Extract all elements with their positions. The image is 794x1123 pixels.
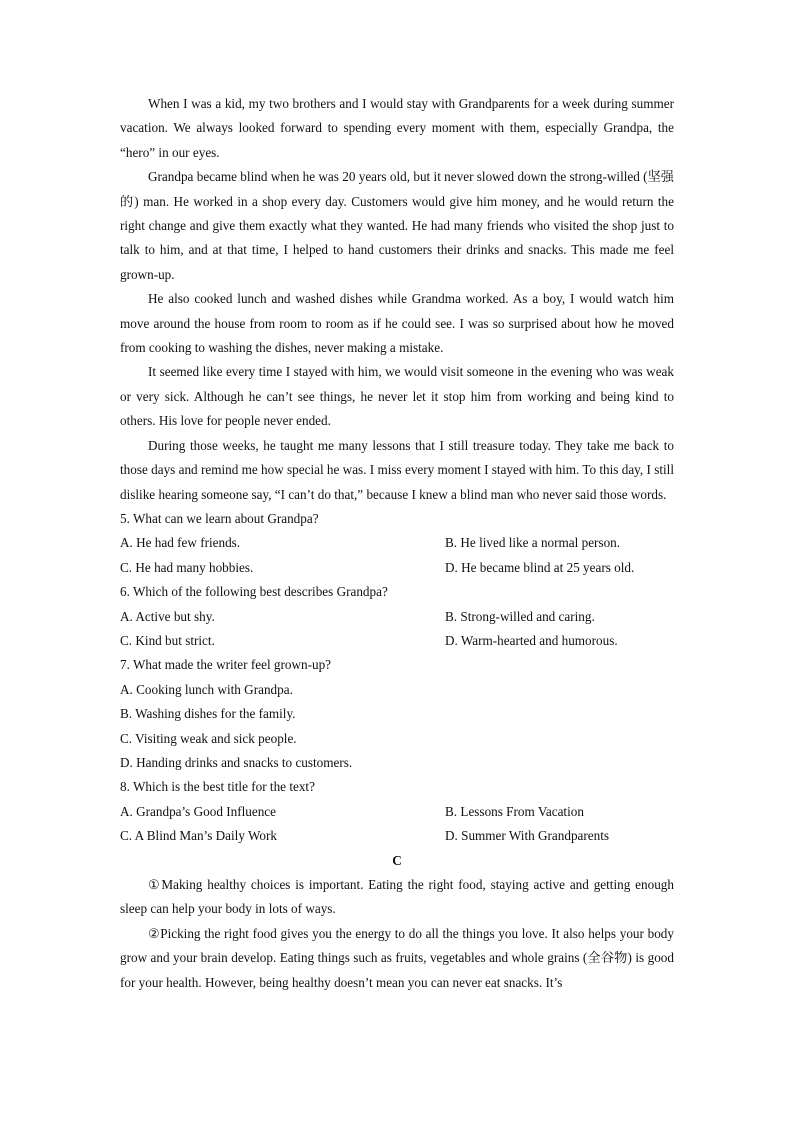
option-b: B. Lessons From Vacation	[445, 803, 584, 819]
question-stem: 5. What can we learn about Grandpa?	[120, 510, 319, 526]
passage-b	[120, 92, 674, 507]
option-a: A. Grandpa’s Good Influence	[120, 803, 277, 819]
passage-paragraph: Grandpa became blind when he was 20 years old, but it never slowed down the strong-willed (坚强的) man. He worked in a shop every day. Customers would give him money, and he would return the right change and give them exactly what they wanted. He had many friends who visited the shop just to talk to him, and at that time, I helped to hand customers their drinks and snacks. This made me feel grown-up.	[120, 169, 674, 282]
question-6	[120, 580, 674, 653]
option-c: C. He had many hobbies.	[120, 559, 254, 575]
option-b: B. He lived like a normal person.	[445, 535, 621, 551]
option-list	[120, 605, 674, 654]
option-list	[120, 800, 674, 849]
option-list	[120, 678, 674, 776]
document-page	[120, 92, 674, 995]
question-stem: 8. Which is the best title for the text?	[120, 779, 315, 795]
passage-c	[120, 849, 674, 995]
option-d: D. He became blind at 25 years old.	[445, 559, 635, 575]
question-stem: 6. Which of the following best describes Grandpa?	[120, 584, 388, 600]
question-5	[120, 507, 674, 580]
option-list	[120, 531, 674, 580]
passage-paragraph: During those weeks, he taught me many lessons that I still treasure today. They take me back to those days and remind me how special he was. I miss every moment I stayed with him. To this day, I still dislike hearing someone say, “I can’t do that,” because I knew a blind man who never said those words.	[120, 437, 674, 502]
question-stem: 7. What made the writer feel grown-up?	[120, 657, 332, 673]
passage-paragraph: He also cooked lunch and washed dishes while Grandma worked. As a boy, I would watch him move around the house from room to room as if he could see. I was so surprised about how he moved from cooking to washing the dishes, never making a mistake.	[120, 291, 674, 356]
question-7	[120, 653, 674, 775]
option-a: A. Cooking lunch with Grandpa.	[120, 681, 293, 697]
option-c: C. A Blind Man’s Daily Work	[120, 828, 277, 844]
option-c: C. Kind but strict.	[120, 632, 215, 648]
option-c: C. Visiting weak and sick people.	[120, 730, 297, 746]
question-8	[120, 775, 674, 848]
option-d: D. Handing drinks and snacks to customers.	[120, 754, 353, 770]
passage-paragraph: It seemed like every time I stayed with him, we would visit someone in the evening who was weak or very sick. Although he can’t see things, he never let it stop him from working and being kind to others. His love for people never ended.	[120, 364, 674, 429]
option-a: A. Active but shy.	[120, 608, 215, 624]
section-heading: C	[392, 852, 402, 868]
passage-paragraph: ①Making healthy choices is important. Eating the right food, staying active and getting enough sleep can help your body in lots of ways.	[120, 877, 674, 917]
option-b: B. Washing dishes for the family.	[120, 706, 296, 722]
option-a: A. He had few friends.	[120, 535, 241, 551]
passage-paragraph: When I was a kid, my two brothers and I would stay with Grandparents for a week during summer vacation. We always looked forward to spending every moment with them, especially Grandpa, the “hero” in our eyes.	[120, 96, 674, 160]
option-d: D. Warm-hearted and humorous.	[445, 632, 618, 648]
option-b: B. Strong-willed and caring.	[445, 608, 595, 624]
passage-paragraph: ②Picking the right food gives you the energy to do all the things you love. It also helps your body grow and your brain develop. Eating things such as fruits, vegetables and whole grains (全谷物) is good for your health. However, being healthy doesn’t mean you can never eat snacks. It’s	[120, 925, 674, 990]
option-d: D. Summer With Grandparents	[445, 828, 610, 844]
